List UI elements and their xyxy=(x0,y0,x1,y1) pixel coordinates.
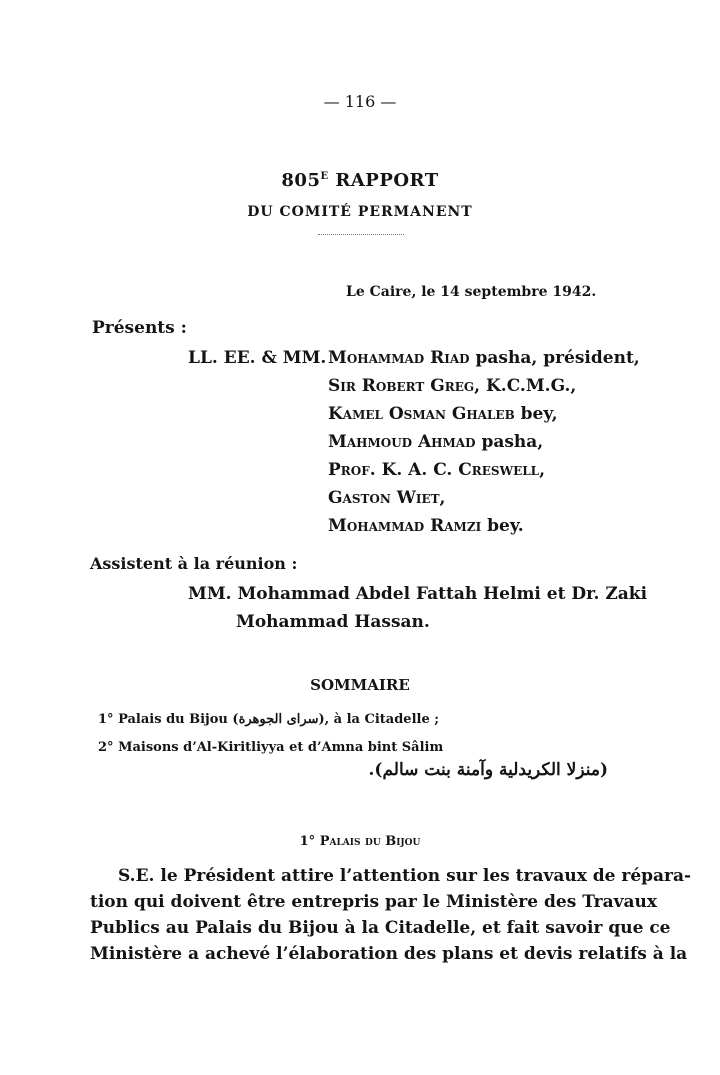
member-line: Gaston Wiet, xyxy=(328,488,446,508)
section-heading xyxy=(0,834,720,849)
title-divider xyxy=(318,234,404,235)
member-line: Kamel Osman Ghaleb bey, xyxy=(328,404,558,424)
dateline: Le Caire, le 14 septembre 1942. xyxy=(346,284,597,300)
member-line: Mohammad Ramzi bey. xyxy=(328,516,524,536)
presents-label: Présents : xyxy=(92,318,187,338)
attendance-label: Assistent à la réunion : xyxy=(90,554,298,573)
page-number: — 116 — xyxy=(323,92,397,111)
summary-item-1: 1° Palais du Bijou (سراى الجوهرة), à la Citadelle ; xyxy=(98,712,440,727)
member-line: Mahmoud Ahmad pasha, xyxy=(328,432,544,452)
report-number: 805 xyxy=(281,170,321,191)
paragraph-line: Ministère a achevé l’élaboration des plans et devis relatifs à la xyxy=(90,944,688,964)
section-number: 1° xyxy=(299,834,316,849)
attendance-line-2: Mohammad Hassan. xyxy=(236,612,430,632)
report-subtitle: DU COMITÉ PERMANENT xyxy=(247,204,473,220)
summary-item-2-arabic: (منزلا الكريدلية وآمنة بنت سالم). xyxy=(368,760,608,780)
member-line: Mohammad Riad pasha, président, xyxy=(328,348,640,368)
summary-item-2: 2° Maisons d’Al-Kiritliyya et d’Amna bint Sâlim xyxy=(98,740,444,755)
report-title xyxy=(0,170,720,191)
paragraph-line: tion qui doivent être entrepris par le Ministère des Travaux xyxy=(90,892,657,912)
paragraph-line: S.E. le Président attire l’attention sur les travaux de répara- xyxy=(118,866,692,886)
member-line: Sir Robert Greg, K.C.M.G., xyxy=(328,376,577,396)
summary-item-1-arabic: سراى الجوهرة xyxy=(238,712,319,727)
member-line: Prof. K. A. C. Creswell, xyxy=(328,460,546,480)
presents-honorific: LL. EE. & MM. xyxy=(188,348,327,368)
report-title-word: RAPPORT xyxy=(335,170,439,191)
paragraph-line: Publics au Palais du Bijou à la Citadelle, et fait savoir que ce xyxy=(90,918,671,938)
section-title: Palais du Bijou xyxy=(319,834,421,849)
attendance-line-1: MM. Mohammad Abdel Fattah Helmi et Dr. Zaki xyxy=(188,584,648,604)
summary-heading: SOMMAIRE xyxy=(310,676,410,694)
report-number-suffix: E xyxy=(320,171,329,182)
